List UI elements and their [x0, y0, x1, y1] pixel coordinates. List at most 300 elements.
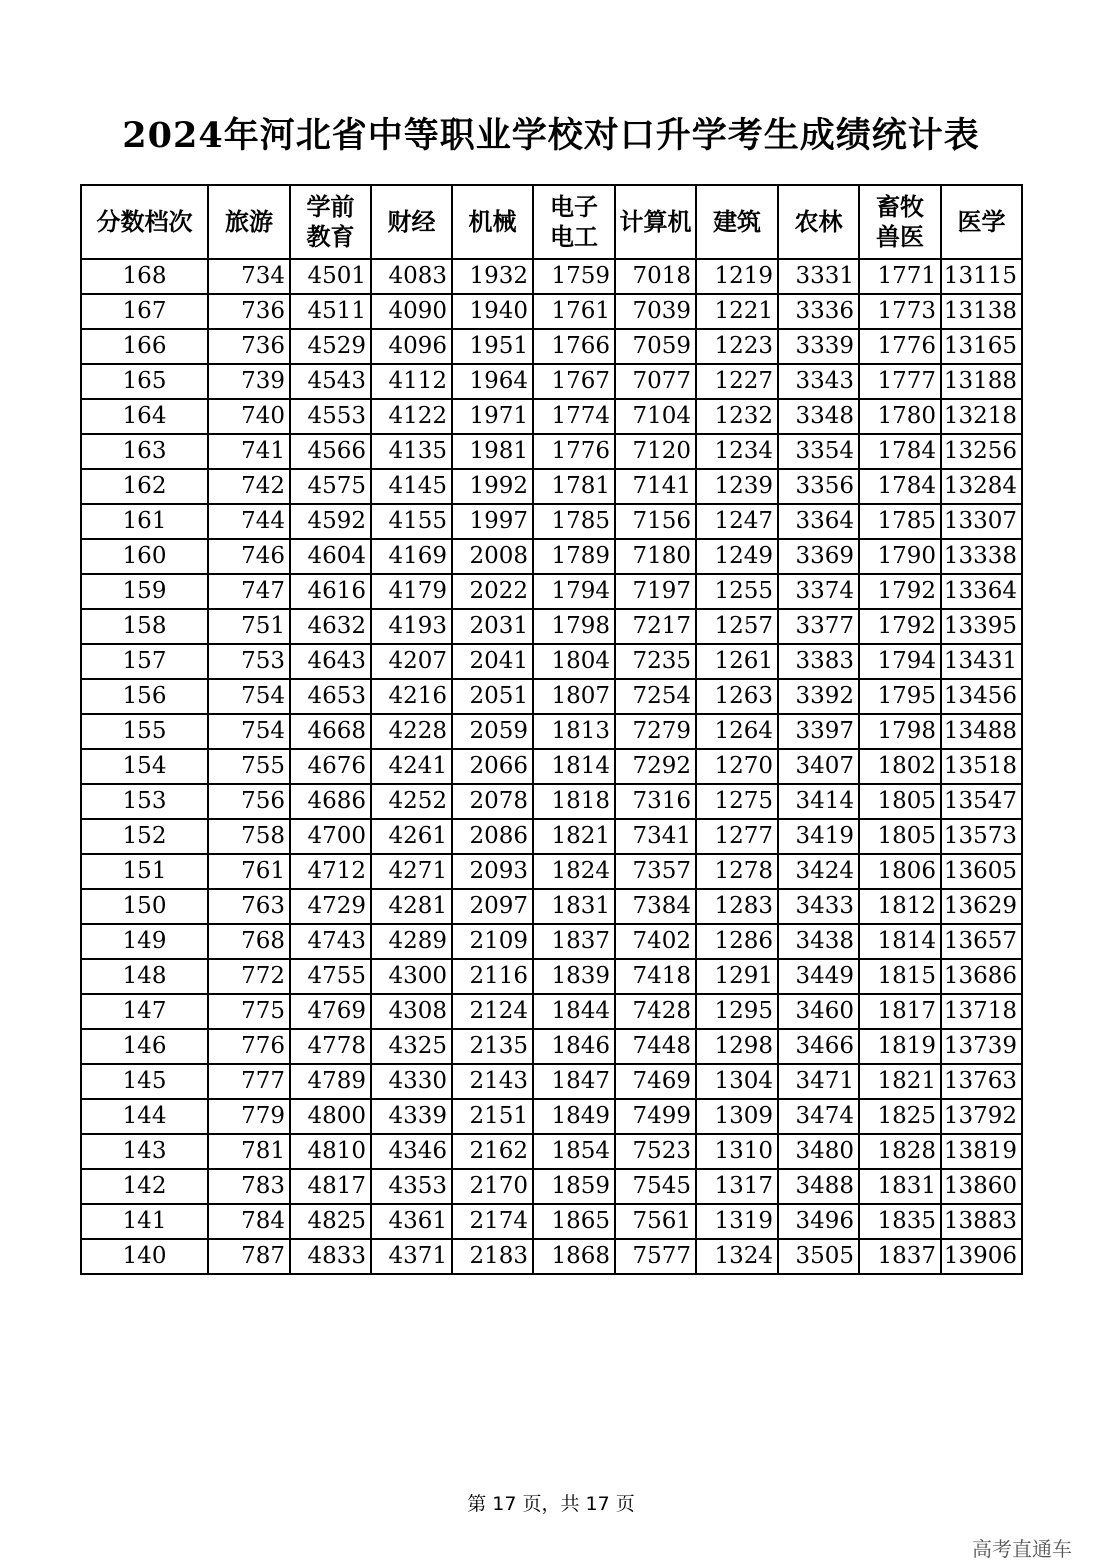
count-cell: 4653 — [290, 679, 371, 714]
count-cell: 7197 — [615, 574, 696, 609]
count-cell: 4289 — [371, 924, 452, 959]
count-cell: 756 — [208, 784, 290, 819]
count-cell: 1818 — [533, 784, 615, 819]
count-cell: 1773 — [859, 294, 941, 329]
count-cell: 1940 — [452, 294, 533, 329]
table-row — [81, 434, 1022, 469]
count-cell: 13218 — [941, 399, 1022, 434]
table-row — [81, 1204, 1022, 1239]
count-cell: 1805 — [859, 819, 941, 854]
score-cell: 160 — [81, 539, 208, 574]
count-cell: 1781 — [533, 469, 615, 504]
score-cell: 152 — [81, 819, 208, 854]
count-cell: 4825 — [290, 1204, 371, 1239]
count-cell: 1771 — [859, 259, 941, 294]
count-cell: 2183 — [452, 1239, 533, 1274]
count-cell: 4712 — [290, 854, 371, 889]
count-cell: 3364 — [778, 504, 859, 539]
count-cell: 1780 — [859, 399, 941, 434]
count-cell: 3474 — [778, 1099, 859, 1134]
count-cell: 7141 — [615, 469, 696, 504]
count-cell: 4096 — [371, 329, 452, 364]
score-cell: 148 — [81, 959, 208, 994]
count-cell: 4566 — [290, 434, 371, 469]
table-body — [81, 259, 1022, 1274]
count-cell: 4145 — [371, 469, 452, 504]
score-cell: 143 — [81, 1134, 208, 1169]
count-cell: 747 — [208, 574, 290, 609]
score-cell: 141 — [81, 1204, 208, 1239]
count-cell: 1805 — [859, 784, 941, 819]
count-cell: 4361 — [371, 1204, 452, 1239]
count-cell: 1789 — [533, 539, 615, 574]
count-cell: 13338 — [941, 539, 1022, 574]
score-cell: 167 — [81, 294, 208, 329]
column-header: 医学 — [941, 185, 1022, 259]
count-cell: 4135 — [371, 434, 452, 469]
column-header: 电子 电工 — [533, 185, 615, 259]
count-cell: 3354 — [778, 434, 859, 469]
count-cell: 755 — [208, 749, 290, 784]
count-cell: 1806 — [859, 854, 941, 889]
count-cell: 7357 — [615, 854, 696, 889]
count-cell: 4261 — [371, 819, 452, 854]
table-row — [81, 399, 1022, 434]
count-cell: 3336 — [778, 294, 859, 329]
count-cell: 13605 — [941, 854, 1022, 889]
count-cell: 1785 — [859, 504, 941, 539]
count-cell: 1794 — [533, 574, 615, 609]
table-row — [81, 1169, 1022, 1204]
count-cell: 3343 — [778, 364, 859, 399]
count-cell: 783 — [208, 1169, 290, 1204]
count-cell: 754 — [208, 679, 290, 714]
score-cell: 155 — [81, 714, 208, 749]
count-cell: 13739 — [941, 1029, 1022, 1064]
column-header: 农林 — [778, 185, 859, 259]
count-cell: 4112 — [371, 364, 452, 399]
count-cell: 1815 — [859, 959, 941, 994]
count-cell: 3369 — [778, 539, 859, 574]
count-cell: 4810 — [290, 1134, 371, 1169]
score-cell: 149 — [81, 924, 208, 959]
count-cell: 768 — [208, 924, 290, 959]
score-cell: 168 — [81, 259, 208, 294]
table-row — [81, 889, 1022, 924]
count-cell: 7180 — [615, 539, 696, 574]
count-cell: 1776 — [533, 434, 615, 469]
count-cell: 2008 — [452, 539, 533, 574]
count-cell: 1932 — [452, 259, 533, 294]
score-cell: 140 — [81, 1239, 208, 1274]
count-cell: 4800 — [290, 1099, 371, 1134]
count-cell: 1283 — [696, 889, 778, 924]
count-cell: 1759 — [533, 259, 615, 294]
count-cell: 2162 — [452, 1134, 533, 1169]
count-cell: 1278 — [696, 854, 778, 889]
count-cell: 1795 — [859, 679, 941, 714]
count-cell: 4325 — [371, 1029, 452, 1064]
score-cell: 144 — [81, 1099, 208, 1134]
score-statistics-table — [80, 184, 1023, 1275]
count-cell: 1784 — [859, 434, 941, 469]
table-row — [81, 539, 1022, 574]
count-cell: 3466 — [778, 1029, 859, 1064]
count-cell: 4543 — [290, 364, 371, 399]
count-cell: 7018 — [615, 259, 696, 294]
count-cell: 13686 — [941, 959, 1022, 994]
score-cell: 166 — [81, 329, 208, 364]
count-cell: 7316 — [615, 784, 696, 819]
score-cell: 165 — [81, 364, 208, 399]
count-cell: 1310 — [696, 1134, 778, 1169]
count-cell: 4193 — [371, 609, 452, 644]
count-cell: 3392 — [778, 679, 859, 714]
count-cell: 1813 — [533, 714, 615, 749]
count-cell: 4346 — [371, 1134, 452, 1169]
count-cell: 1255 — [696, 574, 778, 609]
score-cell: 157 — [81, 644, 208, 679]
count-cell: 4228 — [371, 714, 452, 749]
count-cell: 1997 — [452, 504, 533, 539]
table-row — [81, 1239, 1022, 1274]
count-cell: 1847 — [533, 1064, 615, 1099]
count-cell: 2051 — [452, 679, 533, 714]
count-cell: 1324 — [696, 1239, 778, 1274]
count-cell: 2066 — [452, 749, 533, 784]
count-cell: 13860 — [941, 1169, 1022, 1204]
count-cell: 7292 — [615, 749, 696, 784]
count-cell: 13629 — [941, 889, 1022, 924]
count-cell: 734 — [208, 259, 290, 294]
count-cell: 3377 — [778, 609, 859, 644]
count-cell: 4729 — [290, 889, 371, 924]
count-cell: 1247 — [696, 504, 778, 539]
count-cell: 7384 — [615, 889, 696, 924]
count-cell: 1219 — [696, 259, 778, 294]
count-cell: 1837 — [533, 924, 615, 959]
count-cell: 13792 — [941, 1099, 1022, 1134]
count-cell: 4755 — [290, 959, 371, 994]
count-cell: 1821 — [533, 819, 615, 854]
table-row — [81, 364, 1022, 399]
count-cell: 2093 — [452, 854, 533, 889]
count-cell: 763 — [208, 889, 290, 924]
count-cell: 3383 — [778, 644, 859, 679]
count-cell: 7499 — [615, 1099, 696, 1134]
count-cell: 1270 — [696, 749, 778, 784]
count-cell: 1865 — [533, 1204, 615, 1239]
count-cell: 7279 — [615, 714, 696, 749]
count-cell: 1798 — [533, 609, 615, 644]
count-cell: 1261 — [696, 644, 778, 679]
count-cell: 7448 — [615, 1029, 696, 1064]
count-cell: 3331 — [778, 259, 859, 294]
count-cell: 1239 — [696, 469, 778, 504]
count-cell: 4271 — [371, 854, 452, 889]
count-cell: 7428 — [615, 994, 696, 1029]
column-header: 分数档次 — [81, 185, 208, 259]
count-cell: 1859 — [533, 1169, 615, 1204]
count-cell: 1275 — [696, 784, 778, 819]
count-cell: 3414 — [778, 784, 859, 819]
count-cell: 13518 — [941, 749, 1022, 784]
count-cell: 787 — [208, 1239, 290, 1274]
count-cell: 751 — [208, 609, 290, 644]
count-cell: 7156 — [615, 504, 696, 539]
count-cell: 4769 — [290, 994, 371, 1029]
count-cell: 1807 — [533, 679, 615, 714]
count-cell: 2143 — [452, 1064, 533, 1099]
count-cell: 1868 — [533, 1239, 615, 1274]
count-cell: 7254 — [615, 679, 696, 714]
column-header: 财经 — [371, 185, 452, 259]
table-row — [81, 1134, 1022, 1169]
table-row — [81, 994, 1022, 1029]
count-cell: 7039 — [615, 294, 696, 329]
table-row — [81, 819, 1022, 854]
column-header: 建筑 — [696, 185, 778, 259]
count-cell: 758 — [208, 819, 290, 854]
table-row — [81, 1064, 1022, 1099]
count-cell: 1824 — [533, 854, 615, 889]
table-row — [81, 679, 1022, 714]
count-cell: 4604 — [290, 539, 371, 574]
count-cell: 2170 — [452, 1169, 533, 1204]
count-cell: 1277 — [696, 819, 778, 854]
count-cell: 13906 — [941, 1239, 1022, 1274]
count-cell: 7561 — [615, 1204, 696, 1239]
score-cell: 159 — [81, 574, 208, 609]
score-cell: 151 — [81, 854, 208, 889]
table-row — [81, 259, 1022, 294]
count-cell: 3505 — [778, 1239, 859, 1274]
count-cell: 4252 — [371, 784, 452, 819]
count-cell: 4817 — [290, 1169, 371, 1204]
count-cell: 1964 — [452, 364, 533, 399]
count-cell: 1319 — [696, 1204, 778, 1239]
count-cell: 739 — [208, 364, 290, 399]
score-cell: 142 — [81, 1169, 208, 1204]
count-cell: 1971 — [452, 399, 533, 434]
count-cell: 13256 — [941, 434, 1022, 469]
count-cell: 3356 — [778, 469, 859, 504]
count-cell: 1227 — [696, 364, 778, 399]
count-cell: 1257 — [696, 609, 778, 644]
count-cell: 13573 — [941, 819, 1022, 854]
document-title: 2024年河北省中等职业学校对口升学考生成绩统计表 — [122, 115, 980, 156]
count-cell: 13307 — [941, 504, 1022, 539]
count-cell: 2031 — [452, 609, 533, 644]
count-cell: 3460 — [778, 994, 859, 1029]
count-cell: 1777 — [859, 364, 941, 399]
count-cell: 7341 — [615, 819, 696, 854]
count-cell: 3438 — [778, 924, 859, 959]
table-row — [81, 609, 1022, 644]
count-cell: 2022 — [452, 574, 533, 609]
count-cell: 4241 — [371, 749, 452, 784]
count-cell: 2041 — [452, 644, 533, 679]
count-cell: 4833 — [290, 1239, 371, 1274]
count-cell: 7059 — [615, 329, 696, 364]
count-cell: 754 — [208, 714, 290, 749]
count-cell: 3419 — [778, 819, 859, 854]
count-cell: 779 — [208, 1099, 290, 1134]
count-cell: 7120 — [615, 434, 696, 469]
column-header: 旅游 — [208, 185, 290, 259]
count-cell: 13188 — [941, 364, 1022, 399]
count-cell: 13431 — [941, 644, 1022, 679]
column-header: 机械 — [452, 185, 533, 259]
table-row — [81, 924, 1022, 959]
count-cell: 775 — [208, 994, 290, 1029]
count-cell: 13657 — [941, 924, 1022, 959]
count-cell: 736 — [208, 294, 290, 329]
count-cell: 753 — [208, 644, 290, 679]
count-cell: 776 — [208, 1029, 290, 1064]
count-cell: 7418 — [615, 959, 696, 994]
count-cell: 746 — [208, 539, 290, 574]
count-cell: 4090 — [371, 294, 452, 329]
count-cell: 1774 — [533, 399, 615, 434]
count-cell: 3374 — [778, 574, 859, 609]
count-cell: 3424 — [778, 854, 859, 889]
count-cell: 13284 — [941, 469, 1022, 504]
count-cell: 1819 — [859, 1029, 941, 1064]
count-cell: 1798 — [859, 714, 941, 749]
score-cell: 153 — [81, 784, 208, 819]
count-cell: 4575 — [290, 469, 371, 504]
count-cell: 4155 — [371, 504, 452, 539]
count-cell: 3488 — [778, 1169, 859, 1204]
count-cell: 13115 — [941, 259, 1022, 294]
count-cell: 13819 — [941, 1134, 1022, 1169]
count-cell: 4300 — [371, 959, 452, 994]
count-cell: 3339 — [778, 329, 859, 364]
table-row — [81, 854, 1022, 889]
count-cell: 781 — [208, 1134, 290, 1169]
score-cell: 161 — [81, 504, 208, 539]
count-cell: 13488 — [941, 714, 1022, 749]
count-cell: 4330 — [371, 1064, 452, 1099]
table-row — [81, 749, 1022, 784]
count-cell: 1785 — [533, 504, 615, 539]
count-cell: 1814 — [859, 924, 941, 959]
count-cell: 4169 — [371, 539, 452, 574]
count-cell: 3348 — [778, 399, 859, 434]
count-cell: 1295 — [696, 994, 778, 1029]
table-row — [81, 294, 1022, 329]
table-header-row — [81, 185, 1022, 259]
count-cell: 1828 — [859, 1134, 941, 1169]
count-cell: 4778 — [290, 1029, 371, 1064]
count-cell: 7077 — [615, 364, 696, 399]
table-row — [81, 1029, 1022, 1064]
count-cell: 1844 — [533, 994, 615, 1029]
count-cell: 2116 — [452, 959, 533, 994]
page-footer: 第 17 页，共 17 页 — [467, 1493, 635, 1515]
count-cell: 7469 — [615, 1064, 696, 1099]
score-cell: 146 — [81, 1029, 208, 1064]
score-cell: 154 — [81, 749, 208, 784]
count-cell: 784 — [208, 1204, 290, 1239]
count-cell: 4676 — [290, 749, 371, 784]
count-cell: 1249 — [696, 539, 778, 574]
count-cell: 1264 — [696, 714, 778, 749]
count-cell: 742 — [208, 469, 290, 504]
count-cell: 744 — [208, 504, 290, 539]
count-cell: 1784 — [859, 469, 941, 504]
count-cell: 13763 — [941, 1064, 1022, 1099]
count-cell: 3407 — [778, 749, 859, 784]
count-cell: 3496 — [778, 1204, 859, 1239]
count-cell: 1766 — [533, 329, 615, 364]
count-cell: 4501 — [290, 259, 371, 294]
score-cell: 162 — [81, 469, 208, 504]
count-cell: 7402 — [615, 924, 696, 959]
count-cell: 1792 — [859, 574, 941, 609]
count-cell: 7545 — [615, 1169, 696, 1204]
score-cell: 163 — [81, 434, 208, 469]
count-cell: 1849 — [533, 1099, 615, 1134]
count-cell: 4339 — [371, 1099, 452, 1134]
count-cell: 1298 — [696, 1029, 778, 1064]
count-cell: 4789 — [290, 1064, 371, 1099]
source-label: 高考直通车 — [972, 1537, 1072, 1561]
count-cell: 13883 — [941, 1204, 1022, 1239]
count-cell: 2097 — [452, 889, 533, 924]
count-cell: 13138 — [941, 294, 1022, 329]
count-cell: 4179 — [371, 574, 452, 609]
count-cell: 4529 — [290, 329, 371, 364]
table-row — [81, 574, 1022, 609]
count-cell: 741 — [208, 434, 290, 469]
count-cell: 2059 — [452, 714, 533, 749]
count-cell: 1837 — [859, 1239, 941, 1274]
count-cell: 1263 — [696, 679, 778, 714]
count-cell: 7235 — [615, 644, 696, 679]
count-cell: 1291 — [696, 959, 778, 994]
score-cell: 145 — [81, 1064, 208, 1099]
score-cell: 158 — [81, 609, 208, 644]
table-row — [81, 329, 1022, 364]
count-cell: 3433 — [778, 889, 859, 924]
count-cell: 13165 — [941, 329, 1022, 364]
count-cell: 13364 — [941, 574, 1022, 609]
count-cell: 2135 — [452, 1029, 533, 1064]
count-cell: 3449 — [778, 959, 859, 994]
count-cell: 1846 — [533, 1029, 615, 1064]
count-cell: 13547 — [941, 784, 1022, 819]
count-cell: 1776 — [859, 329, 941, 364]
count-cell: 4371 — [371, 1239, 452, 1274]
count-cell: 2078 — [452, 784, 533, 819]
count-cell: 1304 — [696, 1064, 778, 1099]
count-cell: 1804 — [533, 644, 615, 679]
count-cell: 736 — [208, 329, 290, 364]
count-cell: 4308 — [371, 994, 452, 1029]
count-cell: 4643 — [290, 644, 371, 679]
score-cell: 156 — [81, 679, 208, 714]
column-header: 学前 教育 — [290, 185, 371, 259]
count-cell: 4700 — [290, 819, 371, 854]
table-row — [81, 784, 1022, 819]
count-cell: 1223 — [696, 329, 778, 364]
count-cell: 1794 — [859, 644, 941, 679]
count-cell: 4686 — [290, 784, 371, 819]
count-cell: 4122 — [371, 399, 452, 434]
count-cell: 1286 — [696, 924, 778, 959]
